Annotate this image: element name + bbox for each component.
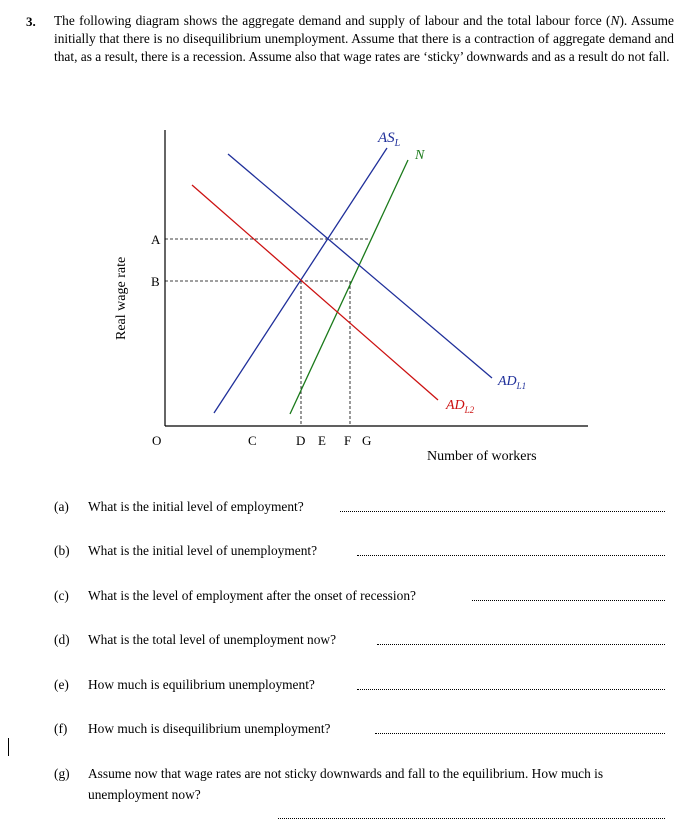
part-f-text: How much is disequilibrium unemployment? <box>88 721 331 736</box>
text-cursor <box>8 738 9 756</box>
part-e-label: (e) <box>54 677 69 692</box>
x-axis-title: Number of workers <box>427 449 537 464</box>
answer-line-g[interactable] <box>278 818 665 819</box>
curve-ad-l1 <box>228 154 492 378</box>
origin-label: O <box>152 433 162 448</box>
part-c-label: (c) <box>54 588 69 603</box>
answer-line-d[interactable] <box>377 644 665 645</box>
answer-line-f[interactable] <box>375 733 665 734</box>
y-axis-title: Real wage rate <box>114 256 129 340</box>
label-n: N <box>415 148 425 163</box>
part-b-label: (b) <box>54 543 70 558</box>
answer-line-c[interactable] <box>472 600 665 601</box>
part-a-label: (a) <box>54 499 69 514</box>
part-b-text: What is the initial level of unemployment? <box>88 543 318 558</box>
part-g-text: Assume now that wage rates are not sticky downwards and fall to the equilibrium. How much is unemployment now? <box>88 766 604 802</box>
label-as-l: $AS_L$ <box>378 130 401 149</box>
question-number: 3. <box>26 14 36 29</box>
part-e-text: How much is equilibrium unemployment? <box>88 677 315 692</box>
label-ad-l2: $AD_{L2}$ <box>446 398 475 415</box>
curve-ad-l2 <box>192 185 438 400</box>
question-text: The following diagram shows the aggregate demand and supply of labour and the total labour force (N). Assume initially that there is no disequilibrium unemployment. Assume that there is a contraction of aggregate demand and that, as a result, there is a recession. Assume also that wage rates are ‘sticky’ downwards and as a result do not fall. <box>54 13 675 64</box>
tick-f: F <box>344 433 352 448</box>
label-ad-l1: $AD_{L1}$ <box>498 374 527 391</box>
part-g-label: (g) <box>54 766 70 781</box>
answer-line-e[interactable] <box>357 689 665 690</box>
part-d-text: What is the total level of unemployment now? <box>88 632 337 647</box>
answer-line-a[interactable] <box>340 511 665 512</box>
tick-e: E <box>318 433 326 448</box>
part-d-label: (d) <box>54 632 70 647</box>
curve-n <box>290 160 408 414</box>
tick-d: D <box>296 433 306 448</box>
tick-g: G <box>362 433 372 448</box>
part-f-label: (f) <box>54 721 68 736</box>
part-a-text: What is the initial level of employment? <box>88 499 304 514</box>
tick-a: A <box>151 232 161 247</box>
tick-b: B <box>151 274 160 289</box>
tick-c: C <box>248 433 257 448</box>
part-c-text: What is the level of employment after the onset of recession? <box>88 588 416 603</box>
answer-line-b[interactable] <box>357 555 665 556</box>
